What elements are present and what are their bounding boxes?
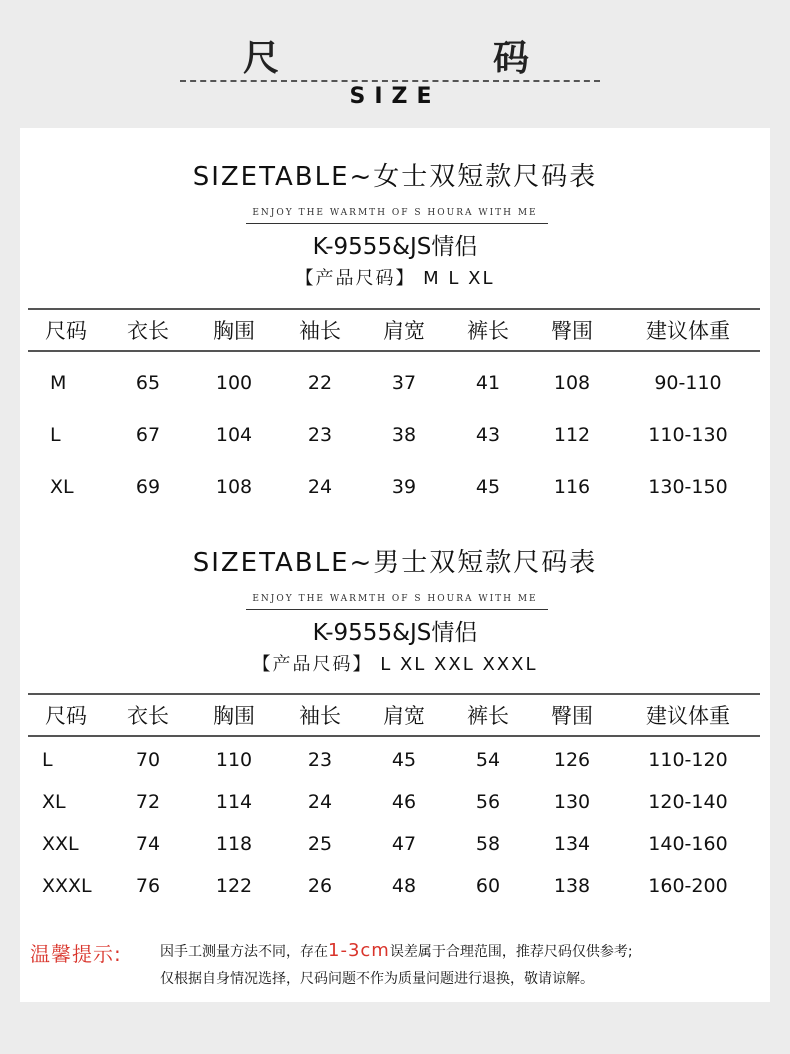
men-size-table xyxy=(28,693,760,907)
table-row xyxy=(28,739,760,781)
women-product-sizes: 【产品尺码】 M L XL xyxy=(295,268,495,289)
cell-hip: 112 xyxy=(553,424,591,446)
cell-pants-length: 41 xyxy=(475,372,501,394)
col-header-sleeve: 袖长 xyxy=(299,319,341,343)
men-product-sizes: 【产品尺码】 L XL XXL XXXL xyxy=(252,654,538,675)
cell-sleeve: 25 xyxy=(307,833,333,855)
cell-length: 74 xyxy=(135,833,161,855)
cell-pants-length: 45 xyxy=(475,476,501,498)
cell-sleeve: 23 xyxy=(307,749,333,771)
header-title-char-1: 尺 xyxy=(243,38,282,79)
women-tagline: ENJOY THE WARMTH OF S HOURA WITH ME xyxy=(252,208,538,218)
cell-shoulder: 38 xyxy=(391,424,417,446)
cell-length: 76 xyxy=(135,875,161,897)
cell-length: 70 xyxy=(135,749,161,771)
cell-weight: 90-110 xyxy=(654,372,722,394)
table-row xyxy=(28,823,760,865)
cell-hip: 108 xyxy=(553,372,591,394)
header-title xyxy=(0,30,790,80)
table-row xyxy=(28,781,760,823)
col-header-chest: 胸围 xyxy=(213,704,255,728)
cell-shoulder: 37 xyxy=(391,372,417,394)
col-header-hip: 臀围 xyxy=(551,704,593,728)
size-card xyxy=(20,128,770,1002)
cell-size: XL xyxy=(50,476,74,498)
cell-hip: 130 xyxy=(553,791,591,813)
cell-hip: 134 xyxy=(553,833,591,855)
col-header-chest: 胸围 xyxy=(213,319,255,343)
cell-shoulder: 48 xyxy=(391,875,417,897)
cell-weight: 140-160 xyxy=(648,833,728,855)
cell-chest: 118 xyxy=(215,833,253,855)
cell-size: XXXL xyxy=(42,875,92,897)
men-tagline: ENJOY THE WARMTH OF S HOURA WITH ME xyxy=(252,594,538,604)
cell-chest: 114 xyxy=(215,791,253,813)
col-header-pants-length: 裤长 xyxy=(467,704,509,728)
tip-line-1 xyxy=(160,940,633,961)
col-header-sleeve: 袖长 xyxy=(299,704,341,728)
cell-shoulder: 46 xyxy=(391,791,417,813)
col-header-length: 衣长 xyxy=(127,319,169,343)
cell-shoulder: 45 xyxy=(391,749,417,771)
cell-hip: 138 xyxy=(553,875,591,897)
table-body xyxy=(28,737,760,907)
women-size-table xyxy=(28,308,760,513)
cell-chest: 108 xyxy=(215,476,253,498)
col-header-shoulder: 肩宽 xyxy=(383,319,425,343)
cell-size: XXL xyxy=(42,833,79,855)
table-row xyxy=(28,461,760,513)
cell-weight: 120-140 xyxy=(648,791,728,813)
cell-size: L xyxy=(42,749,53,771)
cell-sleeve: 26 xyxy=(307,875,333,897)
cell-weight: 130-150 xyxy=(648,476,728,498)
col-header-pants-length: 裤长 xyxy=(467,319,509,343)
col-header-size: 尺码 xyxy=(45,319,87,343)
men-model: K-9555&JS情侣 xyxy=(312,620,478,646)
women-model: K-9555&JS情侣 xyxy=(312,234,478,260)
table-row xyxy=(28,409,760,461)
table-row xyxy=(28,357,760,409)
table-header xyxy=(28,693,760,737)
table-row xyxy=(28,865,760,907)
men-section-title: SIZETABLE~男士双短款尺码表 xyxy=(192,548,598,578)
col-header-length: 衣长 xyxy=(127,704,169,728)
cell-sleeve: 24 xyxy=(307,791,333,813)
cell-shoulder: 47 xyxy=(391,833,417,855)
cell-size: M xyxy=(50,372,67,394)
col-header-size: 尺码 xyxy=(45,704,87,728)
cell-pants-length: 43 xyxy=(475,424,501,446)
cell-pants-length: 60 xyxy=(475,875,501,897)
tip-line-1-end: 误差属于合理范围，推荐尺码仅供参考; xyxy=(389,944,633,960)
men-tagline-underline xyxy=(246,609,548,610)
col-header-weight: 建议体重 xyxy=(646,704,730,728)
cell-weight: 110-130 xyxy=(648,424,728,446)
cell-shoulder: 39 xyxy=(391,476,417,498)
table-header xyxy=(28,308,760,352)
col-header-weight: 建议体重 xyxy=(646,319,730,343)
cell-length: 69 xyxy=(135,476,161,498)
col-header-hip: 臀围 xyxy=(551,319,593,343)
tip-label: 温馨提示: xyxy=(30,942,122,966)
cell-sleeve: 23 xyxy=(307,424,333,446)
cell-size: XL xyxy=(42,791,66,813)
cell-weight: 110-120 xyxy=(648,749,728,771)
cell-hip: 116 xyxy=(553,476,591,498)
tip-line-2: 仅根据自身情况选择，尺码问题不作为质量问题进行退换，敬请谅解。 xyxy=(160,971,594,987)
tip-tolerance: 1-3cm xyxy=(328,940,390,961)
header-subtitle: SIZE xyxy=(349,84,441,109)
col-header-shoulder: 肩宽 xyxy=(383,704,425,728)
cell-length: 72 xyxy=(135,791,161,813)
cell-chest: 100 xyxy=(215,372,253,394)
header-divider xyxy=(180,80,600,82)
cell-chest: 122 xyxy=(215,875,253,897)
cell-chest: 104 xyxy=(215,424,253,446)
cell-chest: 110 xyxy=(215,749,253,771)
cell-weight: 160-200 xyxy=(648,875,728,897)
tip-line-1-start: 因手工测量方法不同，存在 xyxy=(160,944,328,960)
cell-hip: 126 xyxy=(553,749,591,771)
cell-length: 67 xyxy=(135,424,161,446)
women-tagline-underline xyxy=(246,223,548,224)
cell-sleeve: 24 xyxy=(307,476,333,498)
cell-pants-length: 54 xyxy=(475,749,501,771)
cell-sleeve: 22 xyxy=(307,372,333,394)
cell-pants-length: 56 xyxy=(475,791,501,813)
cell-size: L xyxy=(50,424,61,446)
women-section-title: SIZETABLE~女士双短款尺码表 xyxy=(192,162,598,192)
table-body xyxy=(28,352,760,513)
cell-pants-length: 58 xyxy=(475,833,501,855)
cell-length: 65 xyxy=(135,372,161,394)
header-title-char-2: 码 xyxy=(493,38,532,79)
